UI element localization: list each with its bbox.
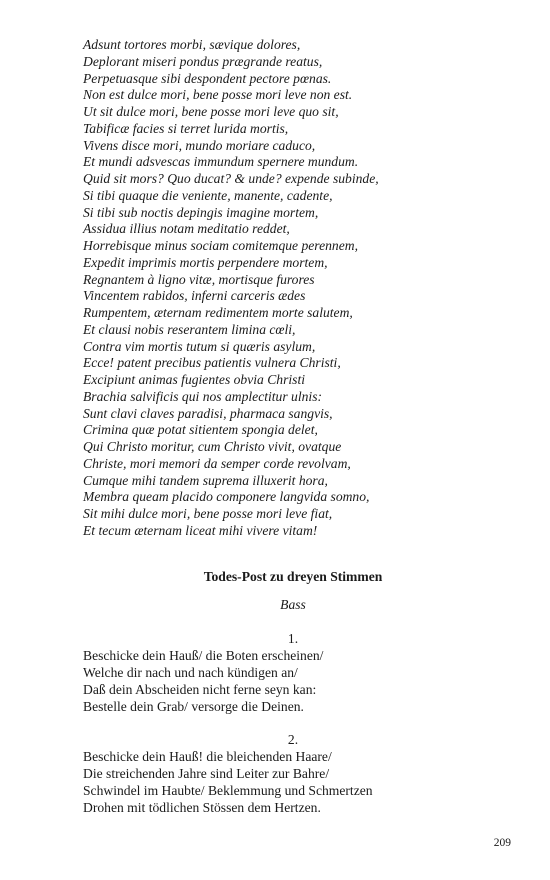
latin-poem-line: Tabificæ facies si terret lurida mortis, xyxy=(83,120,289,136)
latin-poem-line: Christe, mori memori da semper corde revolvam, xyxy=(83,455,351,471)
stanza-line: Daß dein Abscheiden nicht ferne seyn kan: xyxy=(83,682,317,697)
latin-poem-line: Cumque mihi tandem suprema illuxerit hora, xyxy=(83,472,328,488)
latin-poem-line: Si tibi sub noctis depingis imagine mortem, xyxy=(83,204,319,220)
latin-poem-line: Non est dulce mori, bene posse mori leve non est. xyxy=(83,87,353,103)
latin-poem-line: Expedit imprimis mortis perpendere mortem, xyxy=(83,254,328,270)
latin-poem-line: Adsunt tortores morbi, sævique dolores, xyxy=(83,37,301,52)
stanza xyxy=(83,630,503,715)
stanza-line: Beschicke dein Hauß! die bleichenden Haare/ xyxy=(83,749,332,764)
page-number: 209 xyxy=(493,837,511,849)
latin-poem-line: Contra vim mortis tutum si quæris asylum, xyxy=(83,338,316,354)
latin-poem-line: Si tibi quaque die veniente, manente, cadente, xyxy=(83,187,333,203)
latin-poem-line: Crimina quæ potat sitientem spongia delet, xyxy=(83,422,318,438)
latin-poem-line: Horrebisque minus sociam comitemque perennem, xyxy=(83,238,358,253)
stanza-line: Schwindel im Haubte/ Beklemmung und Schmertzen xyxy=(83,783,373,798)
stanza-line: Welche dir nach und nach kündigen an/ xyxy=(83,665,298,680)
latin-poem-line: Assidua illius notam meditatio reddet, xyxy=(83,221,290,237)
stanza-number: 1. xyxy=(287,631,299,646)
latin-poem-line: Et tecum æternam liceat mihi vivere vitam! xyxy=(83,522,318,538)
latin-poem-line: Et clausi nobis reserantem limina cœli, xyxy=(83,321,296,337)
stanza-line: Drohen mit tödlichen Stössen dem Hertzen. xyxy=(83,800,321,815)
voice-label: Bass xyxy=(280,597,306,612)
latin-poem-line: Excipiunt animas fugientes obvia Christi xyxy=(83,372,306,387)
stanza xyxy=(83,731,503,816)
latin-poem-line: Sit mihi dulce mori, bene posse mori leve fiat, xyxy=(83,506,333,521)
stanza-line: Beschicke dein Hauß/ die Boten erscheinen/ xyxy=(83,648,324,663)
latin-poem-line: Ut sit dulce mori, bene posse mori leve quo sit, xyxy=(83,104,339,119)
latin-poem-line: Quid sit mors? Quo ducat? & unde? expende subinde, xyxy=(83,171,379,186)
latin-poem-line: Regnantem à ligno vitæ, mortisque furores xyxy=(83,271,315,287)
stanza-line: Die streichenden Jahre sind Leiter zur Bahre/ xyxy=(83,766,330,781)
latin-poem-line: Perpetuasque sibi despondent pectore pœnas. xyxy=(83,70,332,86)
stanza-number: 2. xyxy=(287,732,299,747)
latin-poem-line: Membra queam placido componere langvida somno, xyxy=(83,489,370,505)
song-title: Todes-Post zu dreyen Stimmen xyxy=(203,569,383,584)
latin-poem-line: Rumpentem, æternam redimentem morte salutem, xyxy=(83,305,353,320)
latin-poem-line: Sunt clavi claves paradisi, pharmaca sangvis, xyxy=(83,405,333,421)
latin-poem-line: Brachia salvificis qui nos amplectitur ulnis: xyxy=(83,388,323,404)
latin-poem-line: Vivens disce mori, mundo moriare caduco, xyxy=(83,137,316,153)
latin-poem-line: Qui Christo moritur, cum Christo vivit, ovatque xyxy=(83,439,342,454)
stanza-line: Bestelle dein Grab/ versorge die Deinen. xyxy=(83,699,304,714)
latin-poem-line: Deplorant miseri pondus prægrande reatus, xyxy=(83,53,323,69)
latin-poem-line: Et mundi adsvescas immundum spernere mundum. xyxy=(83,154,359,170)
latin-poem xyxy=(83,37,503,540)
latin-poem-line: Ecce! patent precibus patientis vulnera Christi, xyxy=(83,355,341,371)
latin-poem-line: Vincentem rabidos, inferni carceris ædes xyxy=(83,288,306,304)
